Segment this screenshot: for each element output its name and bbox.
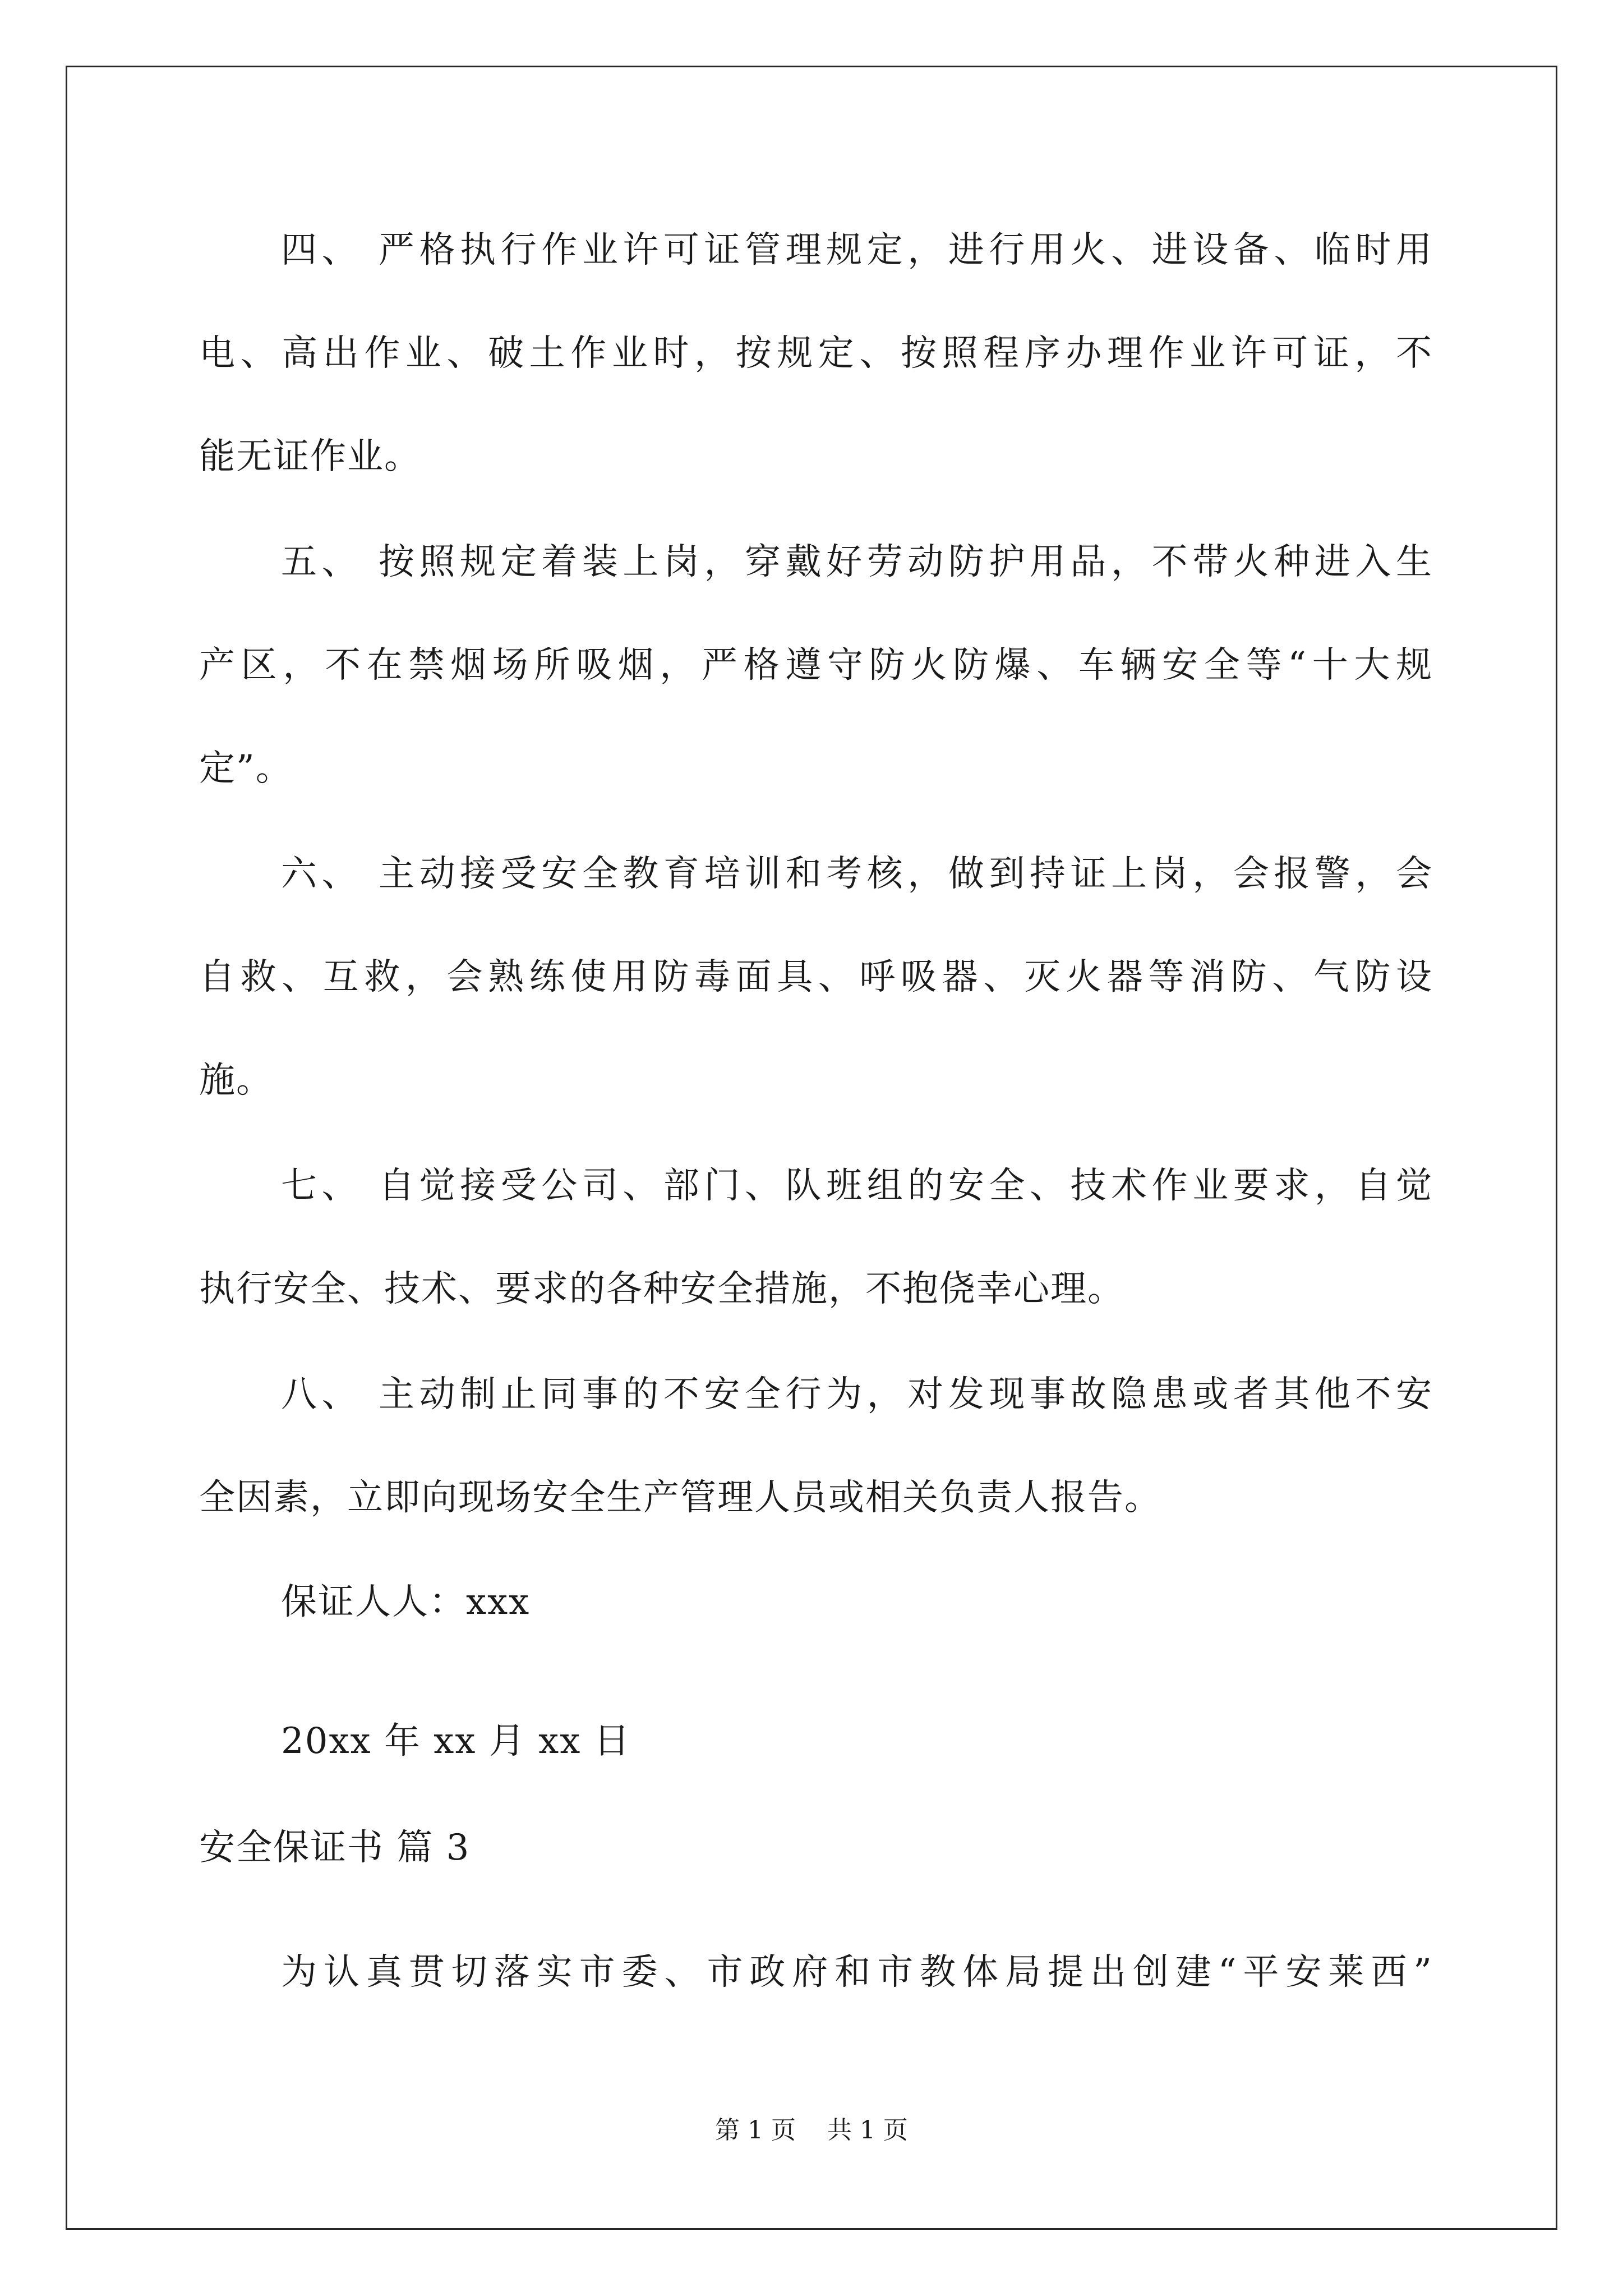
section-intro-line: 为认真贯切落实市委、市政府和市教体局提出创建“平安莱西”: [281, 1952, 1433, 1993]
paragraph-5-line-1: 五、 按照规定着装上岗，穿戴好劳动防护用品，不带火种进入生: [281, 541, 1433, 583]
paragraph-5-line-2: 产区，不在禁烟场所吸烟，严格遵守防火防爆、车辆安全等“十大规: [199, 645, 1433, 686]
guarantor-line: 保证人人：xxx: [281, 1581, 531, 1623]
paragraph-4-line-1: 四、 严格执行作业许可证管理规定，进行用火、进设备、临时用: [281, 229, 1433, 271]
paragraph-4-line-2: 电、高出作业、破土作业时，按规定、按照程序办理作业许可证，不: [199, 333, 1433, 374]
paragraph-7-line-2: 执行安全、技术、要求的各种安全措施，不抱侥幸心理。: [199, 1268, 1124, 1310]
page-footer: 第 1 页 共 1 页: [715, 2116, 908, 2145]
date-line: 20xx 年 xx 月 xx 日: [281, 1720, 631, 1762]
section-heading: 安全保证书 篇 3: [199, 1827, 471, 1869]
paragraph-6-line-2: 自救、互救，会熟练使用防毒面具、呼吸器、灭火器等消防、气防设: [199, 956, 1433, 998]
paragraph-6-line-3: 施。: [199, 1060, 273, 1101]
paragraph-7-line-1: 七、 自觉接受公司、部门、队班组的安全、技术作业要求，自觉: [281, 1165, 1433, 1207]
page-border: [66, 66, 1557, 2230]
paragraph-8-line-2: 全因素，立即向现场安全生产管理人员或相关负责人报告。: [199, 1477, 1161, 1519]
paragraph-6-line-1: 六、 主动接受安全教育培训和考核，做到持证上岗，会报警，会: [281, 853, 1433, 895]
paragraph-8-line-1: 八、 主动制止同事的不安全行为，对发现事故隐患或者其他不安: [281, 1374, 1433, 1415]
paragraph-5-line-3: 定”。: [199, 748, 293, 789]
paragraph-4-line-3: 能无证作业。: [199, 436, 421, 477]
